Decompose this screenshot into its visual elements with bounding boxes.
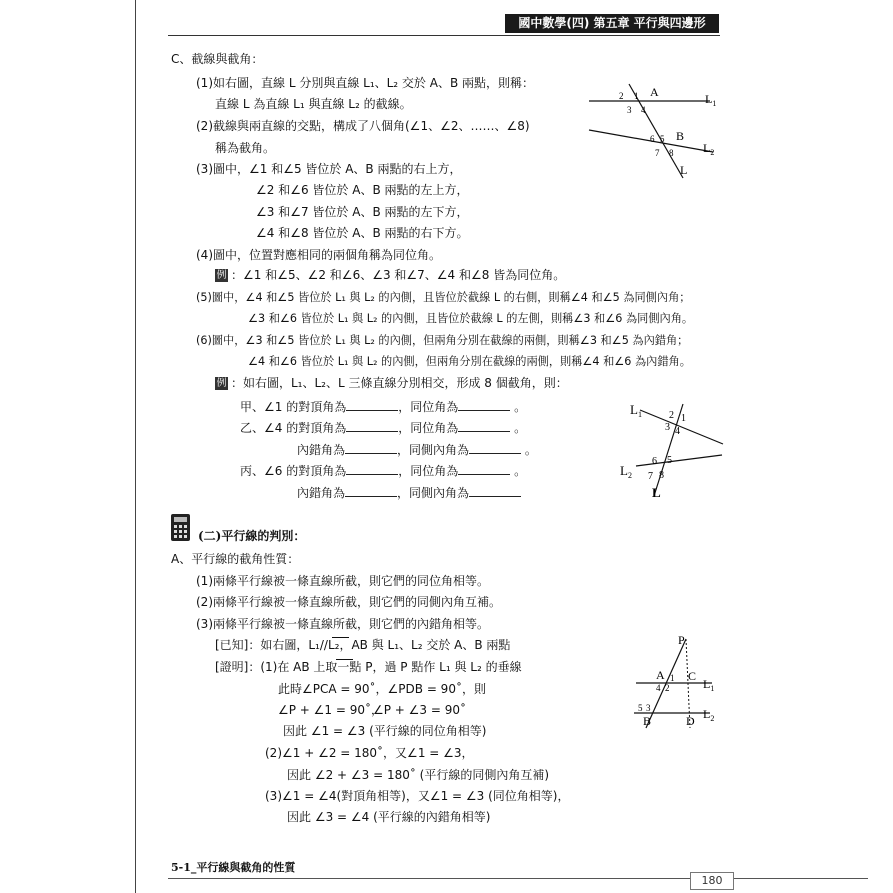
given-statement: [已知]：如右圖，L₁//L₂，AB 與 L₁、L₂ 交於 A、B 兩點 [215,638,511,652]
q-c-label4: ，同側內角為 [397,486,470,500]
angle-3: 3 [627,105,632,115]
label-l1: $L_1$ [630,402,642,419]
angle-2: 2 [665,683,670,693]
angle-5: 5 [638,703,643,713]
q-b-label3: 內錯角為 [297,443,346,457]
q-c-label2: ，同位角為 [398,464,459,478]
example-label: 例 [216,270,227,281]
end-mark: 。 [514,400,527,414]
angle-4: 4 [675,426,680,437]
exercise-row-c1 [240,462,526,479]
answer-blank[interactable] [469,484,521,497]
angle-7: 7 [648,471,653,482]
answer-blank[interactable] [346,398,398,411]
para-1a: (1)如右圖，直線 L 分別與直線 L₁、L₂ 交於 A、B 兩點，則稱： [196,76,535,90]
proof-line-4: 因此 ∠1 = ∠3 (平行線的同位角相等) [283,724,487,738]
section-2-title: (二)平行線的判別： [198,529,306,543]
proof-line-5: (2)∠1 + ∠2 = 180˚，又∠1 = ∠3， [265,746,474,760]
proof-line-2: 此時∠PCA = 90˚，∠PDB = 90˚，則 [278,682,486,696]
example-1-text: ：∠1 和∠5、∠2 和∠6、∠3 和∠7、∠4 和∠8 皆為同位角。 [231,268,566,282]
angle-7: 7 [655,148,660,158]
ab-overline [332,637,349,638]
angle-6: 6 [650,134,655,144]
section-2-subtitle: A、平行線的截角性質： [171,552,300,566]
q-c-label1: 丙、∠6 的對頂角為 [240,464,347,478]
para-5a: (5)圖中，∠4 和∠5 皆位於 L₁ 與 L₂ 的內側，且皆位於截線 L 的右側，則稱∠4 和∠5 為同側內角； [196,291,691,304]
footer-section-title: 5-1_平行線與截角的性質 [171,861,296,874]
angle-5: 5 [667,455,672,466]
label-p: P [678,633,685,647]
calculator-icon [171,514,190,541]
q-b-label2: ，同位角為 [398,421,459,435]
ab-overline-2 [336,659,353,660]
property-1: (1)兩條平行線被一條直線所截，則它們的同位角相等。 [196,574,490,588]
angle-4: 4 [641,105,646,115]
example-2-text: ：如右圖，L₁、L₂、L 三條直線分別相交，形成 8 個截角，則： [231,376,568,390]
answer-blank[interactable] [458,419,510,432]
page-number: 180 [690,872,734,890]
end-mark: 。 [524,443,537,457]
end-mark: 。 [514,464,527,478]
figure-transversal-1 [585,80,725,180]
label-a: A [650,85,659,99]
proof-line-7: (3)∠1 = ∠4(對頂角相等)，又∠1 = ∠3 (同位角相等)， [265,789,570,803]
para-2b: 稱為截角。 [215,141,276,155]
proof-line-1: [證明]：(1)在 AB 上取一點 P，過 P 點作 L₁ 與 L₂ 的垂線 [215,660,522,674]
para-2a: (2)截線與兩直線的交點，構成了八個角(∠1、∠2、……、∠8) [196,119,530,133]
exercise-row-b2 [297,441,537,458]
angle-2: 2 [669,410,674,421]
para-3d: ∠4 和∠8 皆位於 A、B 兩點的右下方。 [256,226,469,240]
proof-line-3b: ∠P + ∠3 = 90˚ [373,703,467,717]
label-l2: $L_2$ [703,707,715,723]
section-c-title: C、截線與截角： [171,52,264,66]
label-l2: $L_2$ [620,463,632,480]
angle-4: 4 [656,683,661,693]
label-d: D [686,714,695,728]
line-l2 [636,455,722,466]
answer-blank[interactable] [345,441,397,454]
para-6b: ∠4 和∠6 皆位於 L₁ 與 L₂ 的內側，但兩角分別在截線的兩側，則稱∠4 和∠6 為內錯角。 [248,355,691,368]
para-3a: (3)圖中，∠1 和∠5 皆位於 A、B 兩點的右上方， [196,162,462,176]
angle-3: 3 [665,422,670,433]
footer-rule [168,878,868,879]
proof-line-8: 因此 ∠3 = ∠4 (平行線的內錯角相等) [287,810,491,824]
answer-blank[interactable] [469,441,521,454]
label-l2: $L_2$ [703,141,715,157]
exercise-row-a [240,398,526,415]
angle-1: 1 [681,413,686,424]
q-a-label2: ，同位角為 [398,400,459,414]
q-c-label3: 內錯角為 [297,486,346,500]
answer-blank[interactable] [346,462,398,475]
angle-6: 6 [652,456,657,467]
figure-transversal-2 [618,398,728,498]
angle-1: 1 [670,673,675,683]
answer-blank[interactable] [345,484,397,497]
property-2: (2)兩條平行線被一條直線所截，則它們的同側內角互補。 [196,595,502,609]
answer-blank[interactable] [346,419,398,432]
label-l1: $L_1$ [705,92,717,108]
chapter-header: 國中數學(四) 第五章 平行與四邊形 [505,14,719,33]
angle-5: 5 [660,134,665,144]
exercise-row-b1 [240,419,526,436]
para-1b: 直線 L 為直線 L₁ 與直線 L₂ 的截線。 [215,97,412,111]
label-l: L [680,163,688,177]
angle-8: 8 [659,470,664,481]
label-a: A [656,668,665,682]
exercise-row-c2 [297,484,521,501]
proof-line-6: 因此 ∠2 + ∠3 = 180˚ (平行線的同側內角互補) [287,768,550,782]
para-6a: (6)圖中，∠3 和∠5 皆位於 L₁ 與 L₂ 的內側，但兩角分別在截線的兩側，則稱∠3 和∠5 為內錯角； [196,334,689,347]
header-rule [168,35,720,36]
label-c: C [688,669,697,683]
label-l: L [652,485,661,498]
angle-1: 1 [634,91,639,101]
q-b-label4: ，同側內角為 [397,443,470,457]
para-5b: ∠3 和∠6 皆位於 L₁ 與 L₂ 的內側，且皆位於截線 L 的左側，則稱∠3 和∠6 為同側內角。 [248,312,694,325]
example-1 [215,268,565,283]
angle-8: 8 [669,148,674,158]
q-a-label1: 甲、∠1 的對頂角為 [240,400,347,414]
para-4: (4)圖中，位置對應相同的兩個角稱為同位角。 [196,248,441,262]
answer-blank[interactable] [458,462,510,475]
left-margin-rule [135,0,136,893]
label-b: B [676,129,685,143]
answer-blank[interactable] [458,398,510,411]
example-2 [215,376,568,391]
figure-parallel-proof [630,630,730,730]
label-l1: $L_1$ [703,677,715,693]
angle-2: 2 [619,91,624,101]
angle-3: 3 [646,703,651,713]
proof-line-3a: ∠P + ∠1 = 90˚， [278,703,384,717]
para-3c: ∠3 和∠7 皆位於 A、B 兩點的左下方， [256,205,469,219]
property-3: (3)兩條平行線被一條直線所截，則它們的內錯角相等。 [196,617,490,631]
q-b-label1: 乙、∠4 的對頂角為 [240,421,347,435]
para-3b: ∠2 和∠6 皆位於 A、B 兩點的左上方， [256,183,469,197]
end-mark: 。 [514,421,527,435]
label-b: B [643,714,652,728]
example-label-2: 例 [216,378,227,389]
